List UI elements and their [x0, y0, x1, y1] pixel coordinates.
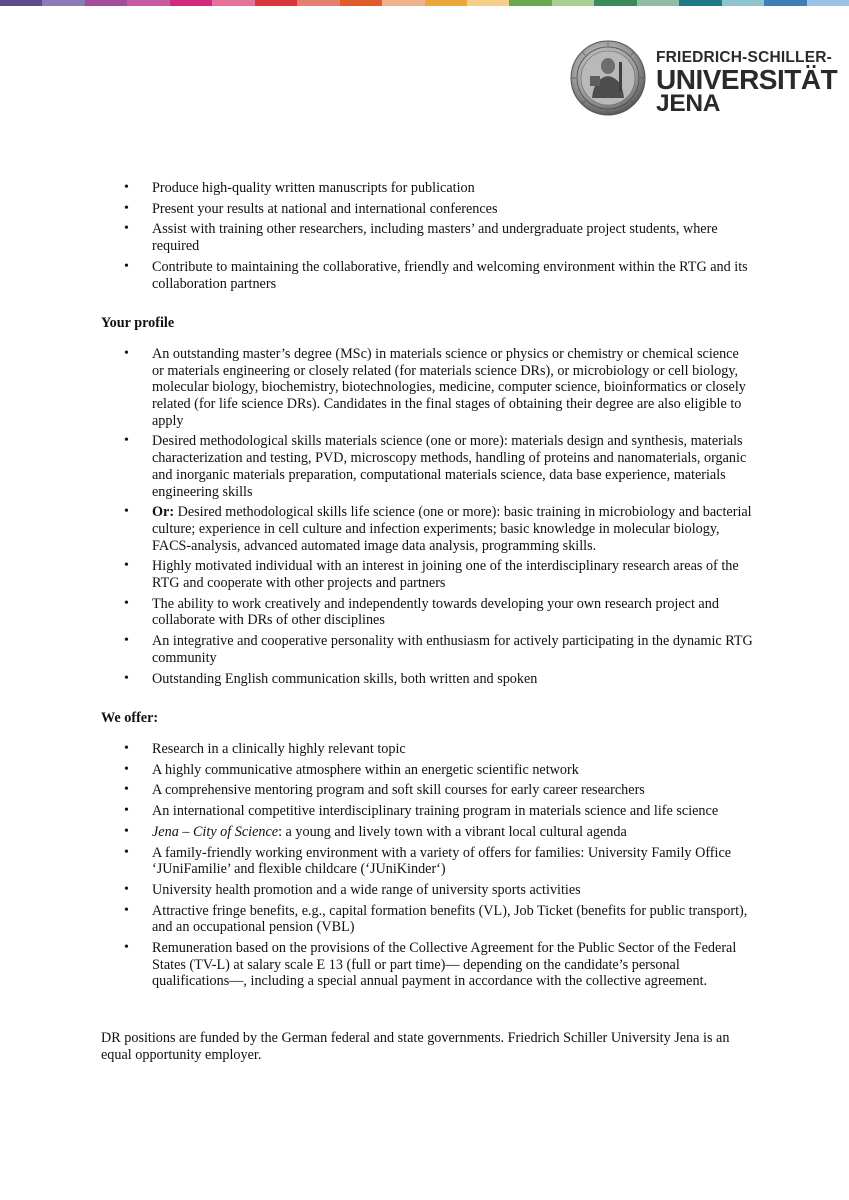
section-heading-profile: Your profile: [101, 315, 175, 332]
list-item: • An international competitive interdisciplinary training program in materials science and life science: [101, 803, 753, 820]
color-segment: [637, 0, 679, 6]
list-item: • An outstanding master’s degree (MSc) in materials science or physics or chemistry or chemical science or materials engineering or closely related (for materials science DRs), or microbiology or cell biology, molecular biology, biochemistry, biotechnologies, medicine, computer science, bioinformatics or closely related (for life science DRs). Candidates in the final stages of obtaining their degree are also eligible to apply: [101, 346, 753, 430]
list-item: • An integrative and cooperative personality with enthusiasm for actively participating in the dynamic RTG community: [101, 633, 753, 666]
document-body: [101, 180, 753, 1064]
list-item: [101, 824, 753, 841]
list-item: • Attractive fringe benefits, e.g., capital formation benefits (VL), Job Ticket (benefits for public transport), and an occupational pension (VBL): [101, 903, 753, 936]
list-item: • Outstanding English communication skills, both written and spoken: [101, 671, 753, 688]
color-segment: [509, 0, 551, 6]
list-item: • A family-friendly working environment with a variety of offers for families: University Family Office ‘JUniFamilie’ and flexible childcare (‘JUniKinder‘): [101, 845, 753, 878]
list-item: • Research in a clinically highly relevant topic: [101, 741, 753, 758]
color-segment: [382, 0, 424, 6]
university-name-line1: FRIEDRICH-SCHILLER-: [656, 49, 833, 66]
university-name-line3: JENA: [656, 89, 721, 117]
list-item: • Contribute to maintaining the collaborative, friendly and welcoming environment within the RTG and its collaboration partners: [101, 259, 753, 292]
color-segment: [467, 0, 509, 6]
color-segment: [722, 0, 764, 6]
university-name: [656, 50, 837, 116]
color-segment: [764, 0, 806, 6]
color-segment: [170, 0, 212, 6]
section-heading-offer: We offer:: [101, 710, 159, 727]
list-item: • Present your results at national and international conferences: [101, 201, 753, 218]
university-name-line2: UNIVERSITÄT: [656, 63, 838, 95]
list-item: • Remuneration based on the provisions of the Collective Agreement for the Public Sector of the Federal States (TV-L) at salary scale E 13 (full or part time)— depending on the candidate’s personal qualifications—, including a special annual payment in accordance with the collective agreement.: [101, 940, 753, 990]
tasks-list: [101, 180, 753, 292]
offer-list: [101, 741, 753, 990]
list-item: • Highly motivated individual with an interest in joining one of the interdisciplinary research areas of the RTG and cooperate with other projects and partners: [101, 558, 753, 591]
list-item: • The ability to work creatively and independently towards developing your own research project and collaborate with DRs of other disciplines: [101, 596, 753, 629]
jena-italic: Jena – City of Science: [152, 823, 279, 840]
color-segment: [297, 0, 339, 6]
university-logo: [570, 40, 840, 117]
color-segment: [552, 0, 594, 6]
list-item: • A highly communicative atmosphere within an energetic scientific network: [101, 762, 753, 779]
header-color-bar: [0, 0, 849, 6]
color-segment: [807, 0, 849, 6]
color-segment: [212, 0, 254, 6]
university-seal-icon: [570, 40, 646, 116]
color-segment: [0, 0, 42, 6]
list-item: • University health promotion and a wide range of university sports activities: [101, 882, 753, 899]
or-item-text: Desired methodological skills life science (one or more): basic training in microbiology and bacterial culture; experience in cell culture and infection experiments; basic knowledge in molecular biology, FACS-analysis, advanced automated image data analysis, programming skills.: [152, 504, 752, 554]
closing-paragraph: DR positions are funded by the German federal and state governments. Friedrich Schiller University Jena is an equal opportunity employer.: [101, 1030, 730, 1063]
list-item: • A comprehensive mentoring program and soft skill courses for early career researchers: [101, 782, 753, 799]
color-segment: [255, 0, 297, 6]
color-segment: [679, 0, 721, 6]
color-segment: [340, 0, 382, 6]
list-item: • Assist with training other researchers, including masters’ and undergraduate project students, where required: [101, 221, 753, 254]
color-segment: [85, 0, 127, 6]
jena-text: : a young and lively town with a vibrant local cultural agenda: [278, 823, 627, 840]
list-item: [101, 504, 753, 554]
color-segment: [594, 0, 636, 6]
or-prefix: Or:: [152, 504, 175, 521]
list-item: • Produce high-quality written manuscripts for publication: [101, 180, 753, 197]
color-segment: [425, 0, 467, 6]
list-item: • Desired methodological skills materials science (one or more): materials design and synthesis, materials characterization and testing, PVD, microscopy methods, handling of proteins and nanomaterials, organic and inorganic materials preparation, computational materials science, data base experience, materials engineering skills: [101, 433, 753, 500]
color-segment: [127, 0, 169, 6]
color-segment: [42, 0, 84, 6]
profile-list: [101, 346, 753, 687]
